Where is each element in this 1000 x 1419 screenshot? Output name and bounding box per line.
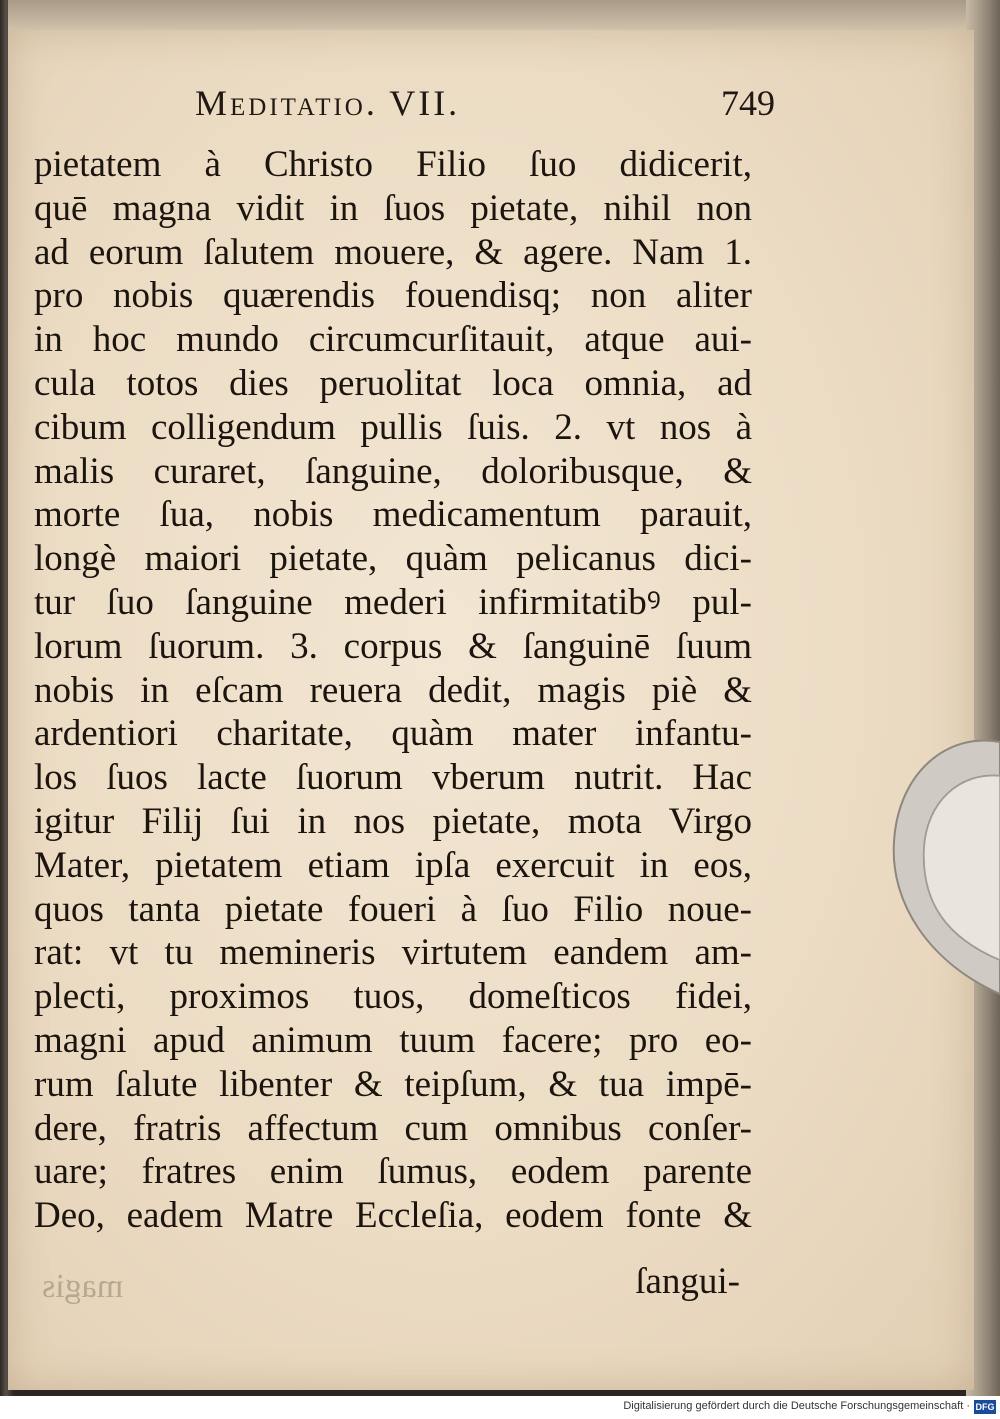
text-line: nobis in eſcam reuera dedit, magis piè & [34,669,752,711]
footer-bar [0,1396,1000,1419]
text-line: quos tanta pietate foueri à ſuo Filio noue- [34,888,752,930]
funding-credit: Digitalisierung gefördert durch die Deutsche Forschungsgemeinschaft · [623,1400,970,1412]
text-line: uare; fratres enim ſumus, eodem parente [34,1151,752,1193]
text-line: ad eorum ſalutem mouere, & agere. Nam 1. [34,231,752,273]
text-line: rat: vt tu memineris virtutem eandem am- [34,932,752,974]
text-line: los ſuos lacte ſuorum vberum nutrit. Hac [34,757,752,799]
text-line: magni apud animum tuum facere; pro eo- [34,1019,752,1061]
text-line: ardentiori charitate, quàm mater infantu- [34,713,752,755]
text-line: tur ſuo ſanguine mederi infirmitatibꝰ pul- [34,581,752,623]
running-head: Meditatio. VII. [195,83,461,123]
catchword: ſangui- [635,1261,740,1302]
text-line: Deo, eadem Matre Eccleſia, eodem fonte & [34,1195,752,1237]
dfg-logo: DFG [975,1402,995,1412]
text-line: rum ſalute libenter & teipſum, & tua impē- [34,1063,752,1105]
page-number: 749 [721,83,775,123]
text-line: dere, fratris affectum cum omnibus conſer- [34,1107,752,1149]
text-line: pietatem à Christo Filio ſuo didicerit, [34,144,752,185]
clip-icon [888,732,1000,1002]
text-line: plecti, proximos tuos, domeſticos fidei, [34,976,752,1018]
text-line: Mater, pietatem etiam ipſa exercuit in eos, [34,844,752,886]
text-line: lorum ſuorum. 3. corpus & ſanguinē ſuum [34,625,752,667]
text-line: longè maiori pietate, quàm pelicanus dici- [34,538,752,580]
text-line: cibum colligendum pullis ſuis. 2. vt nos à [34,406,752,448]
text-line: pro nobis quærendis fouendisq; non aliter [34,275,752,317]
text-line: malis curaret, ſanguine, doloribusque, & [34,450,752,492]
text-line: morte ſua, nobis medicamentum parauit, [34,494,752,536]
page-header [195,82,775,132]
text-line: igitur Filij ſui in nos pietate, mota Virgo [34,800,752,842]
page-clip [888,732,1000,1002]
text-line: cula totos dies peruolitat loca omnia, ad [34,362,752,404]
text-line: quē magna vidit in ſuos pietate, nihil non [34,187,752,229]
text-block [34,143,752,1238]
text-line: in hoc mundo circumcurſitauit, atque aui- [34,319,752,361]
show-through-text: magis [42,1268,124,1305]
